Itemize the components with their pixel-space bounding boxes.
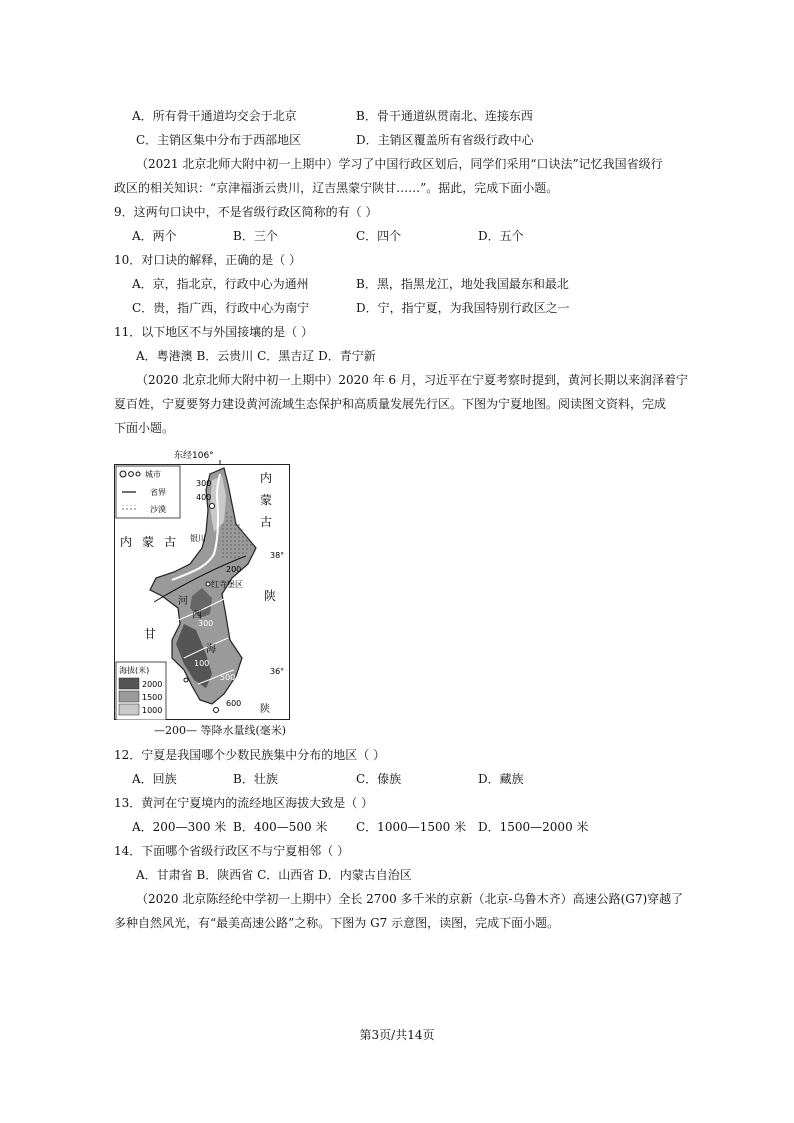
desert-legend-symbol [122,505,136,511]
q10-option-b: B．黑，指黑龙江，地处我国最东和最北 [356,277,569,291]
iso-600: 600 [226,699,242,708]
label-hai: 海 [206,644,216,655]
iso-200: 200 [226,565,242,574]
intro-2021-line1: （2021 北京北师大附中初一上期中）学习了中国行政区划后，同学们采用“口诀法”记忆我国省级行 [136,157,663,171]
q12-option-d: D．藏族 [478,772,524,786]
q8-option-b: B．骨干通道纵贯南北、连接东西 [356,109,533,123]
iso-300-b: 300 [198,619,214,628]
q9-option-c: C．四个 [356,229,402,243]
elev-2000: 2000 [142,680,163,689]
intro-2021-line2: 政区的相关知识：“京津福浙云贵川，辽吉黑蒙宁陕甘……”。据此，完成下面小题。 [114,181,559,195]
region-gan: 甘 [144,627,157,641]
q13-stem: 13．黄河在宁夏境内的流经地区海拔大致是（ ） [114,796,374,810]
q14-stem: 14．下面哪个省级行政区不与宁夏相邻（ ） [114,844,350,858]
q14-options: A．甘肃省 B．陕西省 C．山西省 D．内蒙古自治区 [136,868,412,882]
q9-option-b: B．三个 [233,229,278,243]
iso-100: 100 [194,659,210,668]
page-number: 第3页/共14页 [359,1028,435,1042]
elev-1500: 1500 [142,693,163,702]
ningxia-map [114,448,290,720]
elev-swatch-2000 [119,678,139,689]
q10-stem: 10．对口诀的解释，正确的是（ ） [114,253,302,267]
region-shaan: 陕 [264,589,277,603]
label-xi: 西 [192,610,202,621]
legend-desert: 沙漠 [150,505,166,514]
q12-option-a: A．回族 [132,772,177,786]
iso-300: 300 [196,479,212,488]
intro-2020b-line2: 多种自然风光，有“最美高速公路”之称。下图为 G7 示意图，读图，完成下面小题。 [114,916,560,930]
region-nei-2: 内 [120,535,133,549]
legend-boundary: 省界 [150,488,166,497]
region-gu-2: 古 [164,535,177,549]
q11-options: A．粤港澳 B．云贵川 C．黑吉辽 D．青宁新 [136,349,376,363]
q8-option-d: D．主销区覆盖所有省级行政中心 [356,133,534,147]
iso-400: 400 [196,493,212,502]
city-hongsibao-icon [206,582,210,586]
q13-option-c: C．1000—1500 米 [356,820,467,834]
label-yinchuan: 银川 [190,534,206,543]
elev-title: 海拔(米) [119,666,150,675]
city-south-icon [184,678,188,682]
lat-36: 36° [270,667,285,676]
q10-option-a: A．京，指北京，行政中心为通州 [132,277,309,291]
intro-2020a-line3: 下面小题。 [114,421,175,435]
region-meng: 蒙 [260,493,273,507]
label-hongsibao: 红寺堡区 [211,580,243,589]
q8-option-a: A．所有骨干通道均交会于北京 [132,109,297,123]
q10-option-c: C．贵，指广西，行政中心为南宁 [132,301,310,315]
elev-swatch-1000 [119,704,139,715]
region-gu: 古 [260,515,273,529]
elev-swatch-1500 [119,691,139,702]
q9-stem: 9．这两句口诀中，不是省级行政区简称的有（ ） [114,205,378,219]
q11-stem: 11．以下地区不与外国接壤的是（ ） [114,325,314,339]
q8-option-c: C．主销区集中分布于西部地区 [136,133,302,147]
q12-stem: 12．宁夏是我国哪个少数民族集中分布的地区（ ） [114,748,386,762]
intro-2020a-line2: 夏百姓，宁夏要努力建设黄河流域生态保护和高质量发展先行区。下图为宁夏地图。阅读图文资料，完成 [114,397,667,411]
q9-option-a: A．两个 [132,229,177,243]
q10-option-d: D．宁，指宁夏，为我国特别行政区之一 [356,301,570,315]
q13-option-a: A．200—300 米 [132,820,227,834]
q13-option-d: D．1500—2000 米 [478,820,589,834]
elev-1000: 1000 [142,706,163,715]
city-yinchuan-icon [210,504,215,509]
legend-city: 城市 [145,470,161,479]
label-he: 河 [178,596,188,607]
q9-option-d: D．五个 [478,229,524,243]
q12-option-b: B．壮族 [233,772,278,786]
region-meng-2: 蒙 [142,535,155,549]
map-isoline-caption: —200— 等降水量线(毫米) [154,724,287,737]
q12-option-c: C．傣族 [356,772,402,786]
intro-2020b-line1: （2020 北京陈经纶中学初一上期中）全长 2700 多千米的京新（北京-乌鲁木齐）高速公路(G7)穿越了 [136,892,684,906]
region-nei: 内 [260,471,273,485]
city-guyuan-icon [214,708,219,713]
region-shaan-2: 陕 [260,704,270,715]
lat-38: 38° [270,551,285,560]
iso-500: 500 [220,673,236,682]
meridian-label: 东经106° [174,451,214,461]
intro-2020a-line1: （2020 北京北师大附中初一上期中）2020 年 6 月，习近平在宁夏考察时提到，黄河长期以来润泽着宁 [136,373,688,387]
q13-option-b: B．400—500 米 [233,820,328,834]
